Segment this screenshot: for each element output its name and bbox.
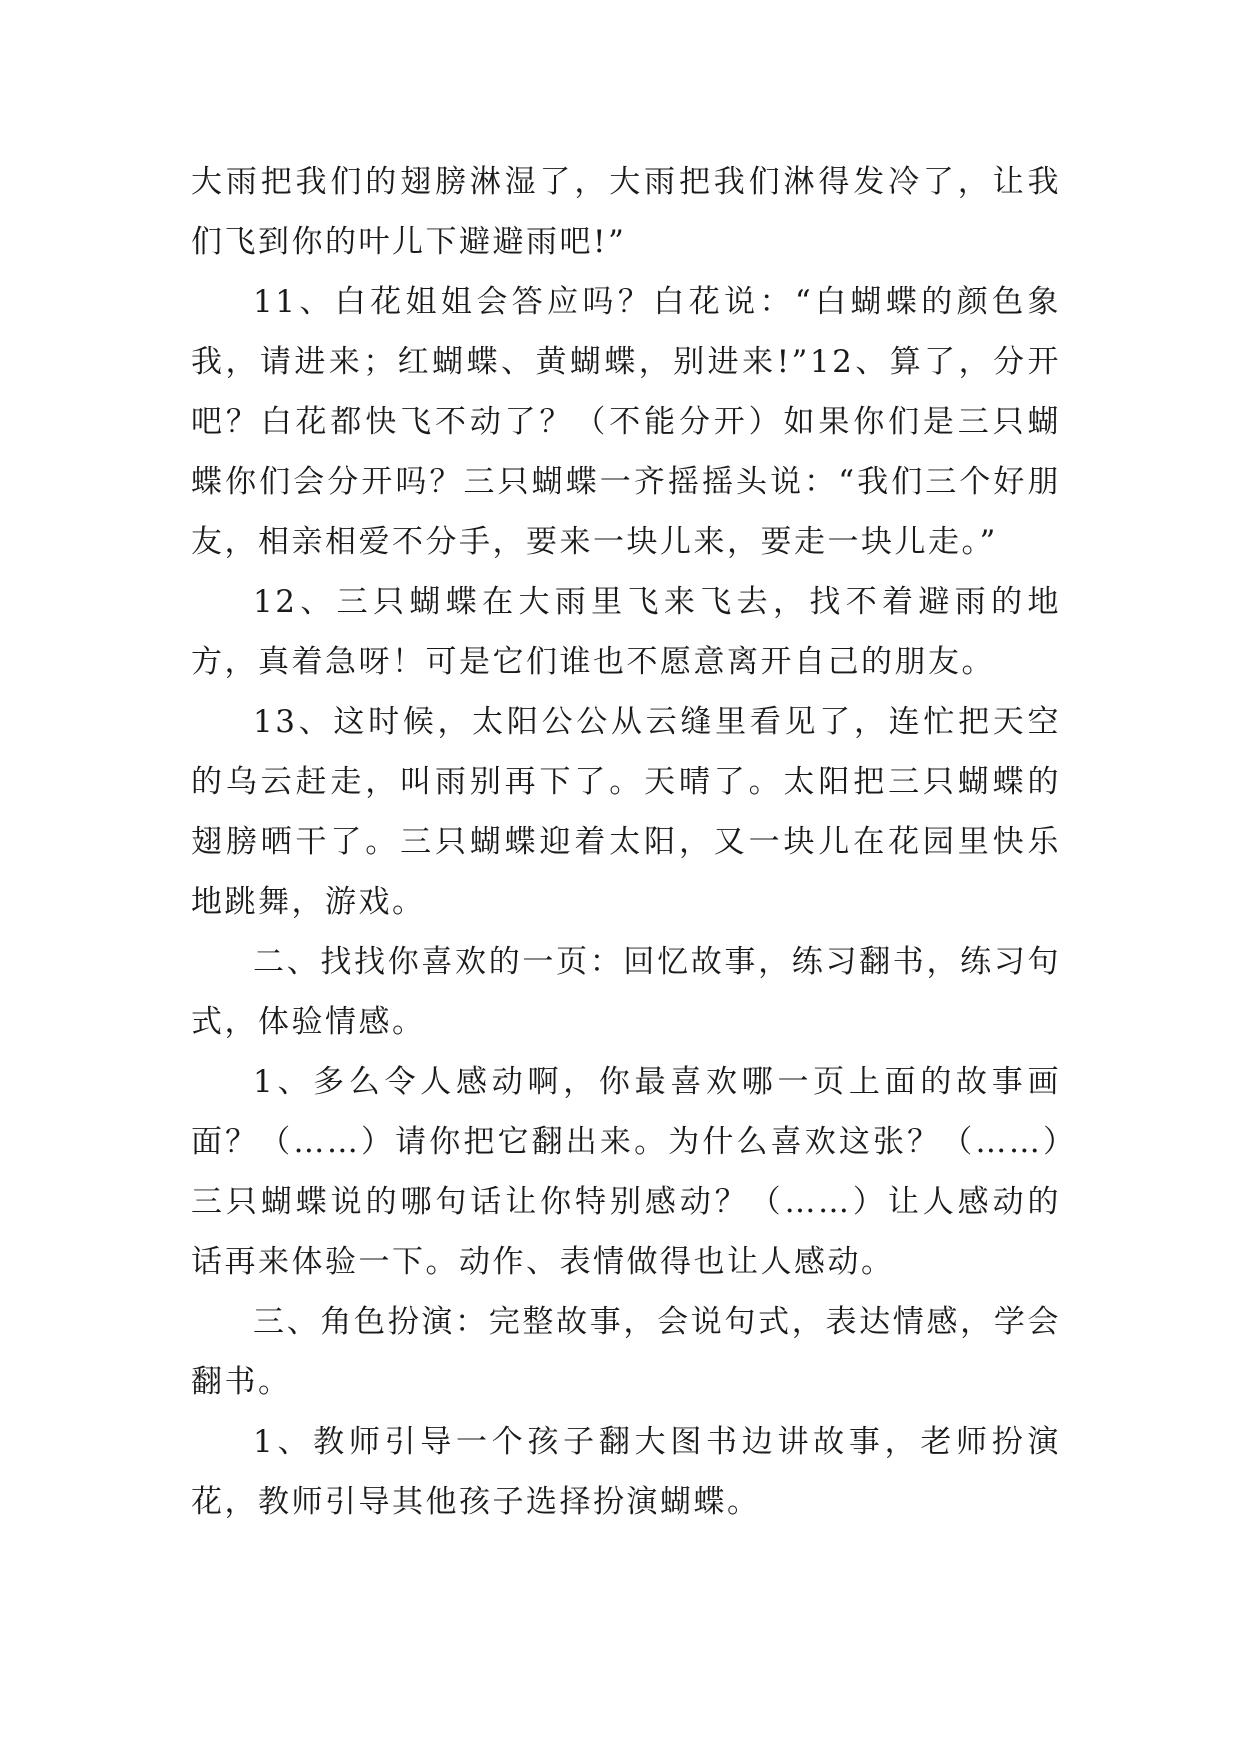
paragraph: 11、白花姐姐会答应吗？白花说：“白蝴蝶的颜色象我，请进来；红蝴蝶、黄蝴蝶，别进来!”12、算了，分开吧？白花都快飞不动了？（不能分开）如果你们是三只蝴蝶你们会分开吗？三只蝴蝶一齐摇摇头说：“我们三个好朋友，相亲相爱不分手，要来一块儿来，要走一块儿走。” — [191, 284, 1061, 560]
paragraph: 1、教师引导一个孩子翻大图书边讲故事，老师扮演花，教师引导其他孩子选择扮演蝴蝶。 — [191, 1424, 1061, 1520]
paragraph: 12、三只蝴蝶在大雨里飞来飞去，找不着避雨的地方，真着急呀！可是它们谁也不愿意离开自己的朋友。 — [191, 584, 1061, 680]
paragraph: 1、多么令人感动啊，你最喜欢哪一页上面的故事画面？（……）请你把它翻出来。为什么喜欢这张？（……）三只蝴蝶说的哪句话让你特别感动？（……）让人感动的话再来体验一下。动作、表情做得也让人感动。 — [191, 1064, 1061, 1280]
section-heading-paragraph: 二、找找你喜欢的一页：回忆故事，练习翻书，练习句式，体验情感。 — [191, 944, 1061, 1040]
section-heading-paragraph: 三、角色扮演：完整故事，会说句式，表达情感，学会翻书。 — [191, 1304, 1061, 1400]
document-body — [191, 152, 1061, 1532]
paragraph: 13、这时候，太阳公公从云缝里看见了，连忙把天空的乌云赶走，叫雨别再下了。天晴了。太阳把三只蝴蝶的翅膀晒干了。三只蝴蝶迎着太阳，又一块儿在花园里快乐地跳舞，游戏。 — [191, 704, 1061, 920]
paragraph: 大雨把我们的翅膀淋湿了，大雨把我们淋得发冷了，让我们飞到你的叶儿下避避雨吧!” — [191, 164, 1061, 260]
